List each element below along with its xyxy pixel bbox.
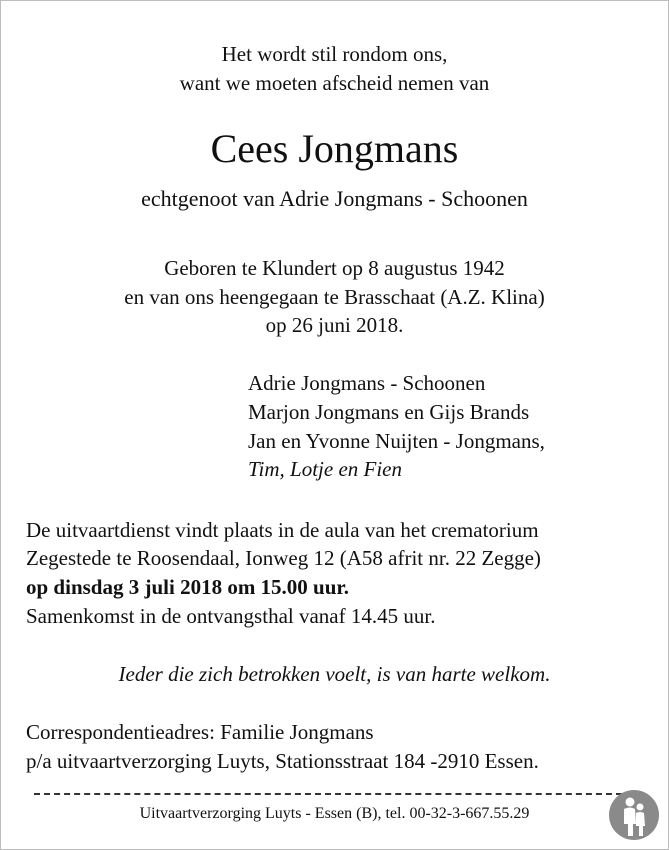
dashed-divider	[34, 793, 622, 795]
undertaker-logo	[609, 790, 659, 840]
opening-line-1: Het wordt stil rondom ons,	[221, 42, 448, 66]
opening-line-2: want we moeten afscheid nemen van	[179, 71, 490, 95]
service-date-time: op dinsdag 3 juli 2018 om 15.00 uur.	[26, 575, 350, 599]
service-gathering: Samenkomst in de ontvangsthal vanaf 14.45 uur.	[26, 604, 436, 628]
death-place-line: en van ons heengegaan te Brasschaat (A.Z. Klina)	[124, 285, 545, 309]
deceased-name: Cees Jongmans	[210, 126, 459, 171]
service-line-1: De uitvaartdienst vindt plaats in de aula van het crematorium	[26, 518, 539, 542]
family-member: Jan en Yvonne Nuijten - Jongmans,	[248, 429, 545, 453]
correspondence-line-1: Correspondentieadres: Familie Jongmans	[26, 720, 374, 744]
family-member: Adrie Jongmans - Schoonen	[248, 371, 486, 395]
mourning-figures-icon	[609, 790, 659, 840]
family-member: Marjon Jongmans en Gijs Brands	[248, 400, 530, 424]
death-date-line: op 26 juni 2018.	[265, 313, 404, 337]
birth-line: Geboren te Klundert op 8 augustus 1942	[164, 256, 505, 280]
family-grandchildren: Tim, Lotje en Fien	[248, 457, 402, 481]
spouse-line: echtgenoot van Adrie Jongmans - Schoonen	[141, 186, 528, 211]
service-line-2: Zegestede te Roosendaal, Ionweg 12 (A58 afrit nr. 22 Zegge)	[26, 546, 541, 570]
welcome-line: Ieder die zich betrokken voelt, is van harte welkom.	[118, 662, 551, 686]
correspondence-line-2: p/a uitvaartverzorging Luyts, Stationsstraat 184 -2910 Essen.	[26, 749, 539, 773]
footer-undertaker: Uitvaartverzorging Luyts - Essen (B), tel. 00-32-3-667.55.29	[139, 805, 530, 822]
